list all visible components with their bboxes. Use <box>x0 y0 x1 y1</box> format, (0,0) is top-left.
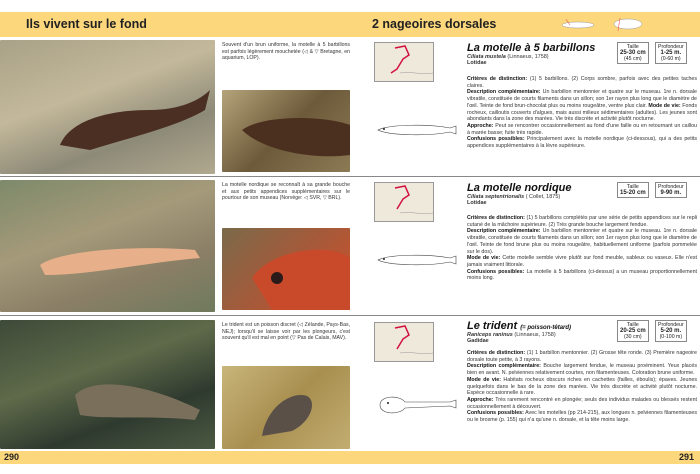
section-label: Confusions possibles: <box>467 268 525 275</box>
size-box <box>617 320 649 342</box>
section-label: Description complémentaire: <box>467 363 541 370</box>
family: Lotidae <box>467 60 487 66</box>
section-label: Approche: <box>467 122 494 129</box>
photo-caption: Le trident est un poisson discret (◁ Zélande, Pays-Bas, NEJ); lorsqu'il se laisse voir par les plongeurs, c'est souvent qu'il est mal en point (▽ Pas de Calais, MAV). <box>222 322 350 342</box>
photo-motelle-5-barbillons <box>0 40 215 174</box>
photo-trident-2 <box>222 366 350 449</box>
depth-value: 1-25 m. <box>660 50 682 56</box>
species-description <box>467 215 697 282</box>
section-text: Fonds rocheux, cailloutis couverts d'algues, mais aussi milieux sédimentaires (adultes). Les jeunes sont abondants dans la zone des marées. Vie très discrète et activité plutôt nocturne. <box>467 102 697 123</box>
species-name: Le trident <box>467 320 518 332</box>
section-text: Un barbillon mentonnier et quatre sur le museau. 1re n. dorsale vibratile, constituée de courts filaments dans un sillon; son 1er rayon plus long que le diamètre de l'œil. Teinte de fond brun-chocolat plus ou moins rougeâtre, ventre plus clair. <box>467 89 697 109</box>
page-number-left: 290 <box>4 452 20 462</box>
photo-motelle-nordique-head <box>222 228 350 310</box>
photo-caption: Souvent d'un brun uniforme, la motelle à 5 barbillons est parfois légèrement mouchetée (◁ & ▽ Bretagne, en aquarium, LOP). <box>222 42 350 62</box>
section-label: Confusions possibles: <box>467 410 524 417</box>
section-text: Habitats rocheux obscurs riches en cachettes (failles, éboulis); épaves. Jeunes quelquefois dans le bas de la zone des marées. Vie très discrète et activité plutôt nocturne. Espèce occasionnelle à rare. <box>467 376 697 397</box>
distribution-map <box>374 322 434 362</box>
section-text: Peut se rencontrer occasionnellement au fond d'une faille ou en retournant un caillou à marée basse; fuite très rapide. <box>467 122 697 136</box>
fish-line-drawing <box>370 118 460 142</box>
fish-silhouettes-icon <box>558 15 648 35</box>
distribution-map <box>374 182 434 222</box>
row-divider <box>0 176 700 177</box>
latin-name: Ciliata septentrionalis <box>467 194 525 200</box>
photo-motelle-nordique <box>0 180 215 312</box>
section-label: Mode de vie: <box>648 102 681 109</box>
size-value: 15-20 cm <box>620 190 646 196</box>
footer-band <box>0 451 700 464</box>
depth-label: Profondeur <box>658 184 684 190</box>
section-text: Très rarement rencontré en plongée; seuls des individus malades ou blessés restent occasionnellement à découvert. <box>467 396 697 410</box>
section-label: Description complémentaire: <box>467 89 541 96</box>
depth-max: (0-100 m) <box>659 334 683 340</box>
latin-name: Ciliata mustela <box>467 54 506 60</box>
depth-box <box>655 320 687 342</box>
size-max: (45 cm) <box>624 56 642 62</box>
section-text: Avec les motelles (pp 214-215), aux longues n. pelviennes filamenteuses ou le brosme (p. 155) qui n'a qu'une n. dorsale, et la tête moins large. <box>467 410 697 424</box>
section-text: Principalement avec la motelle nordique (ci-dessous), qui a des petits appendices supplémentaires à la lèvre supérieure. <box>467 136 697 150</box>
size-label: Taille <box>626 44 639 50</box>
section-label: Mode de vie: <box>467 255 501 262</box>
section-label: Approche: <box>467 396 494 403</box>
size-label: Taille <box>626 322 639 328</box>
fish-line-drawing <box>370 390 460 420</box>
species-header <box>467 320 697 344</box>
latin-author: ( Collet, 1875) <box>525 194 561 200</box>
section-text: (1) 5 barbillons complétés par une série de petits appendices sur le repli cutané de la mâchoire supérieure. (2) Très grande bouche largement fendue. <box>467 215 697 228</box>
latin-author: (Linnaeus, 1758) <box>507 54 549 60</box>
family: Gadidae <box>467 338 489 344</box>
species-header <box>467 182 697 206</box>
section-text: La motelle à 5 barbillons (ci-dessus) a un museau proportionnellement moins long. <box>467 268 697 282</box>
family: Lotidae <box>467 200 487 206</box>
left-page-title: Ils vivent sur le fond <box>26 17 147 31</box>
species-description <box>467 350 697 424</box>
size-value: 25-30 cm <box>620 50 646 56</box>
section-text: (1) 1 barbillon mentonnier. (2) Grosse tête ronde. (3) Première nageoire dorsale toute petite, à 3 rayons. <box>467 350 697 363</box>
species-name: La motelle à 5 barbillons <box>467 42 596 54</box>
section-label: Critères de distinction: <box>467 76 528 82</box>
photo-trident <box>0 320 215 449</box>
section-label: Critères de distinction: <box>467 215 525 221</box>
species-description <box>467 76 697 150</box>
section-text: Cette motelle semble vivre plutôt sur fond meuble, sableux ou vaseux. Elle n'est jamais vraiment littorale. <box>467 255 697 268</box>
depth-box <box>655 42 687 64</box>
depth-label: Profondeur <box>658 322 684 328</box>
section-label: Critères de distinction: <box>467 350 526 356</box>
depth-value: 5-20 m. <box>660 328 682 334</box>
depth-label: Profondeur <box>658 44 684 50</box>
depth-box <box>655 182 687 198</box>
section-label: Confusions possibles: <box>467 136 525 143</box>
fish-line-drawing <box>370 248 460 272</box>
section-label: Mode de vie: <box>467 376 501 383</box>
species-name: La motelle nordique <box>467 182 572 194</box>
size-value: 20-25 cm <box>620 328 646 334</box>
size-label: Taille <box>626 184 639 190</box>
photo-caption: La motelle nordique se reconnaît à sa grande bouche et aux petits appendices supplémentaires sur le pourtour de son museau (Norvège: ◁ SVR, ▽ BRL). <box>222 182 350 202</box>
species-header <box>467 42 697 66</box>
section-text: Bouche largement fendue, le museau proéminent. Yeux placés bien en avant. N. pelviennes relativement courtes, non filamenteuses. Coloration brune uniforme. <box>467 363 697 377</box>
latin-name: Raniceps raninus <box>467 332 513 338</box>
latin-author: (Linnaeus, 1758) <box>514 332 556 338</box>
species-alt-name: (= poisson-têtard) <box>520 325 572 331</box>
depth-max: (0-60 m) <box>661 56 681 62</box>
section-text: (1) 5 barbillons. (2) Corps sombre, parfois avec des petites taches claires. <box>467 76 698 89</box>
depth-value: 9-90 m. <box>660 190 682 196</box>
distribution-map <box>374 42 434 82</box>
photo-motelle-head <box>222 90 350 172</box>
section-text: Un barbillon mentonnier et quatre sur le museau. 1re n. dorsale vibratile, constituée de courts filaments dans un sillon; son 1er rayon plus long que le diamètre de l'œil. Teinte de fond brune plus ou moins rougeâtre, habituellement uniforme (parfois pommelée sur le dos). <box>467 228 697 255</box>
section-label: Description complémentaire: <box>467 228 541 235</box>
right-page-title: 2 nageoires dorsales <box>372 17 497 31</box>
row-divider <box>0 315 700 316</box>
size-max: (30 cm) <box>624 334 642 340</box>
size-box <box>617 42 649 64</box>
page-number-right: 291 <box>678 452 694 462</box>
size-box <box>617 182 649 198</box>
